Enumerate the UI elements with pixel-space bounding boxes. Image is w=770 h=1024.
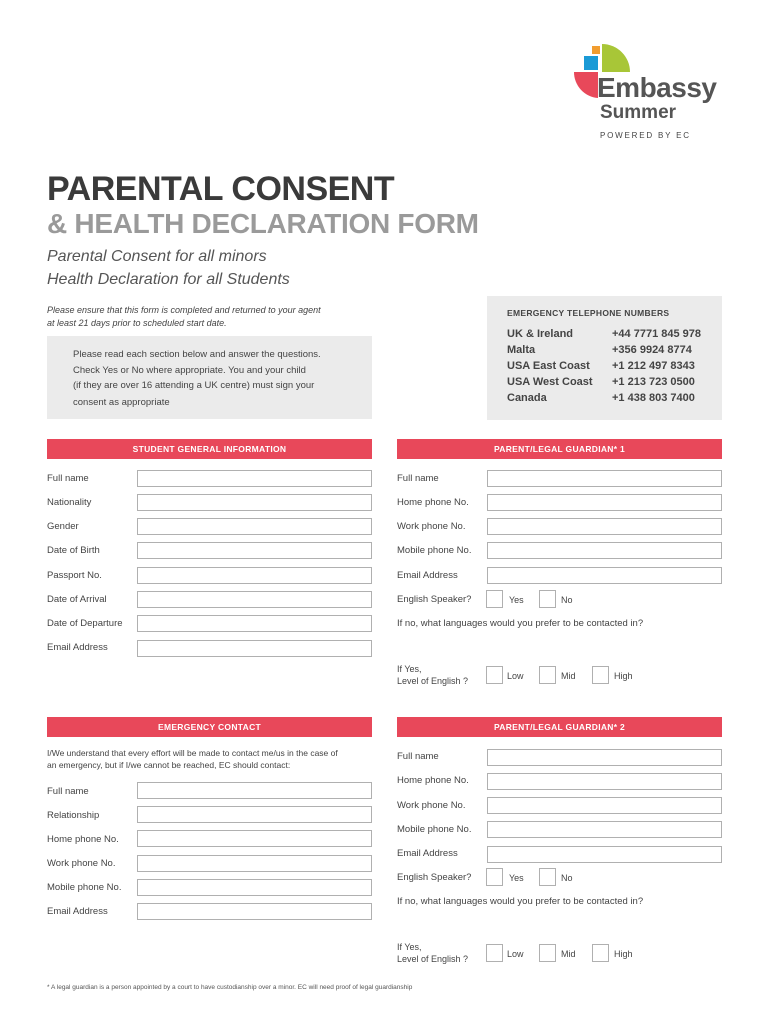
guardian1-english-yes-checkbox[interactable] bbox=[486, 590, 503, 608]
guardian1-level-mid-checkbox[interactable] bbox=[539, 666, 556, 684]
guardian2-level-low-checkbox[interactable] bbox=[486, 944, 503, 962]
instructions-box bbox=[47, 336, 372, 419]
emergency-mobile-input[interactable] bbox=[137, 879, 372, 896]
logo-orange-quadrant bbox=[592, 46, 600, 54]
guardian2-if-no-label: If no, what languages would you prefer to be contacted in? bbox=[397, 896, 644, 907]
guardian1-full-name-input[interactable] bbox=[487, 470, 722, 487]
emergency-numbers-box bbox=[487, 296, 722, 420]
student-field-label: Gender bbox=[47, 521, 79, 532]
student-departure-input[interactable] bbox=[137, 615, 372, 632]
instructions-line2: Check Yes or No where appropriate. You and your child bbox=[73, 365, 306, 376]
country-label: USA West Coast bbox=[507, 376, 593, 388]
guardian2-full-name-input[interactable] bbox=[487, 749, 722, 766]
guardian2-low-label: Low bbox=[507, 949, 524, 959]
emergency-contact-intro-line1: I/We understand that every effort will be made to contact me/us in the case of bbox=[47, 748, 338, 758]
emergency-contact-section-header: EMERGENCY CONTACT bbox=[47, 717, 372, 737]
emergency-field-label: Mobile phone No. bbox=[47, 882, 122, 893]
instructions-line1: Please read each section below and answer the questions. bbox=[73, 349, 321, 360]
student-field-label: Date of Departure bbox=[47, 618, 123, 629]
guardian2-yes-label: Yes bbox=[509, 873, 524, 883]
guardian2-level-label: Level of English ? bbox=[397, 954, 469, 964]
emergency-field-label: Full name bbox=[47, 786, 89, 797]
instructions-line3: (if they are over 16 attending a UK centre) must sign your bbox=[73, 380, 315, 391]
subtitle-line2: Health Declaration for all Students bbox=[47, 271, 290, 288]
guardian1-field-label: Work phone No. bbox=[397, 521, 466, 532]
country-label: Canada bbox=[507, 392, 547, 404]
subtitle-line1: Parental Consent for all minors bbox=[47, 248, 267, 265]
phone-number: +1 213 723 0500 bbox=[612, 376, 695, 388]
emergency-work-phone-input[interactable] bbox=[137, 855, 372, 872]
guardian2-email-input[interactable] bbox=[487, 846, 722, 863]
guardian2-field-label: Work phone No. bbox=[397, 800, 466, 811]
student-field-label: Date of Arrival bbox=[47, 594, 107, 605]
guardian1-no-label: No bbox=[561, 595, 573, 605]
emergency-contact-intro-line2: an emergency, but if I/we cannot be reached, EC should contact: bbox=[47, 760, 291, 770]
note-line2: at least 21 days prior to scheduled start date. bbox=[47, 318, 227, 328]
emergency-numbers-heading: EMERGENCY TELEPHONE NUMBERS bbox=[507, 308, 670, 318]
guardian1-field-label: Home phone No. bbox=[397, 497, 469, 508]
guardian1-yes-label: Yes bbox=[509, 595, 524, 605]
guardian1-field-label: Email Address bbox=[397, 570, 458, 581]
student-field-label: Nationality bbox=[47, 497, 92, 508]
country-label: UK & Ireland bbox=[507, 328, 574, 340]
student-field-label: Passport No. bbox=[47, 570, 102, 581]
guardian1-low-label: Low bbox=[507, 671, 524, 681]
guardian2-home-phone-input[interactable] bbox=[487, 773, 722, 790]
guardian1-level-label: Level of English ? bbox=[397, 676, 469, 686]
logo-line1: Embassy bbox=[597, 72, 717, 103]
student-field-label: Full name bbox=[47, 473, 89, 484]
guardian1-email-input[interactable] bbox=[487, 567, 722, 584]
emergency-relationship-input[interactable] bbox=[137, 806, 372, 823]
page-title: PARENTAL CONSENT bbox=[47, 170, 395, 208]
emergency-field-label: Home phone No. bbox=[47, 834, 119, 845]
logo-line2: Summer bbox=[600, 102, 677, 123]
guardian1-level-low-checkbox[interactable] bbox=[486, 666, 503, 684]
student-field-label: Date of Birth bbox=[47, 545, 100, 556]
emergency-field-label: Relationship bbox=[47, 810, 100, 821]
footnote: * A legal guardian is a person appointed by a court to have custodianship over a minor. EC will need proof of legal guardianship bbox=[47, 984, 413, 991]
guardian1-english-no-checkbox[interactable] bbox=[539, 590, 556, 608]
guardian2-high-label: High bbox=[614, 949, 633, 959]
instructions-line4: consent as appropriate bbox=[73, 397, 170, 408]
guardian1-level-high-checkbox[interactable] bbox=[592, 666, 609, 684]
emergency-home-phone-input[interactable] bbox=[137, 830, 372, 847]
guardian2-english-speaker-label: English Speaker? bbox=[397, 872, 472, 883]
student-field-label: Email Address bbox=[47, 642, 108, 653]
guardian1-if-no-label: If no, what languages would you prefer to be contacted in? bbox=[397, 618, 644, 629]
guardian2-field-label: Mobile phone No. bbox=[397, 824, 472, 835]
phone-number: +1 438 803 7400 bbox=[612, 392, 695, 404]
guardian1-english-speaker-label: English Speaker? bbox=[397, 594, 472, 605]
phone-number: +356 9924 8774 bbox=[612, 344, 692, 356]
guardian1-high-label: High bbox=[614, 671, 633, 681]
guardian2-english-yes-checkbox[interactable] bbox=[486, 868, 503, 886]
guardian2-level-mid-checkbox[interactable] bbox=[539, 944, 556, 962]
guardian2-english-no-checkbox[interactable] bbox=[539, 868, 556, 886]
country-label: Malta bbox=[507, 344, 536, 356]
phone-number: +44 7771 845 978 bbox=[612, 328, 702, 340]
guardian1-if-yes-label: If Yes, bbox=[397, 664, 422, 674]
guardian1-section-header: PARENT/LEGAL GUARDIAN* 1 bbox=[397, 439, 722, 459]
guardian2-mobile-input[interactable] bbox=[487, 821, 722, 838]
guardian2-work-phone-input[interactable] bbox=[487, 797, 722, 814]
guardian1-mid-label: Mid bbox=[561, 671, 576, 681]
logo-powered: POWERED BY EC bbox=[600, 131, 691, 140]
student-full-name-input[interactable] bbox=[137, 470, 372, 487]
phone-number: +1 212 497 8343 bbox=[612, 360, 695, 372]
student-nationality-input[interactable] bbox=[137, 494, 372, 511]
emergency-field-label: Email Address bbox=[47, 906, 108, 917]
guardian2-if-yes-label: If Yes, bbox=[397, 942, 422, 952]
logo-blue-quadrant bbox=[584, 56, 598, 70]
guardian2-field-label: Home phone No. bbox=[397, 775, 469, 786]
emergency-field-label: Work phone No. bbox=[47, 858, 116, 869]
student-gender-input[interactable] bbox=[137, 518, 372, 535]
logo-red-quadrant bbox=[574, 72, 598, 98]
page-subtitle: & HEALTH DECLARATION FORM bbox=[47, 208, 479, 239]
guardian1-mobile-input[interactable] bbox=[487, 542, 722, 559]
student-passport-input[interactable] bbox=[137, 567, 372, 584]
note-line1: Please ensure that this form is completed and returned to your agent bbox=[47, 305, 321, 315]
guardian2-level-high-checkbox[interactable] bbox=[592, 944, 609, 962]
guardian1-home-phone-input[interactable] bbox=[487, 494, 722, 511]
emergency-email-input[interactable] bbox=[137, 903, 372, 920]
guardian1-field-label: Mobile phone No. bbox=[397, 545, 472, 556]
guardian1-field-label: Full name bbox=[397, 473, 439, 484]
guardian2-field-label: Email Address bbox=[397, 848, 458, 859]
country-label: USA East Coast bbox=[507, 360, 590, 372]
student-email-input[interactable] bbox=[137, 640, 372, 657]
guardian2-no-label: No bbox=[561, 873, 573, 883]
student-section-header: STUDENT GENERAL INFORMATION bbox=[47, 439, 372, 459]
logo-green-quadrant bbox=[602, 44, 630, 72]
student-dob-input[interactable] bbox=[137, 542, 372, 559]
guardian2-section-header: PARENT/LEGAL GUARDIAN* 2 bbox=[397, 717, 722, 737]
guardian2-field-label: Full name bbox=[397, 751, 439, 762]
student-arrival-input[interactable] bbox=[137, 591, 372, 608]
guardian1-work-phone-input[interactable] bbox=[487, 518, 722, 535]
emergency-full-name-input[interactable] bbox=[137, 782, 372, 799]
guardian2-mid-label: Mid bbox=[561, 949, 576, 959]
